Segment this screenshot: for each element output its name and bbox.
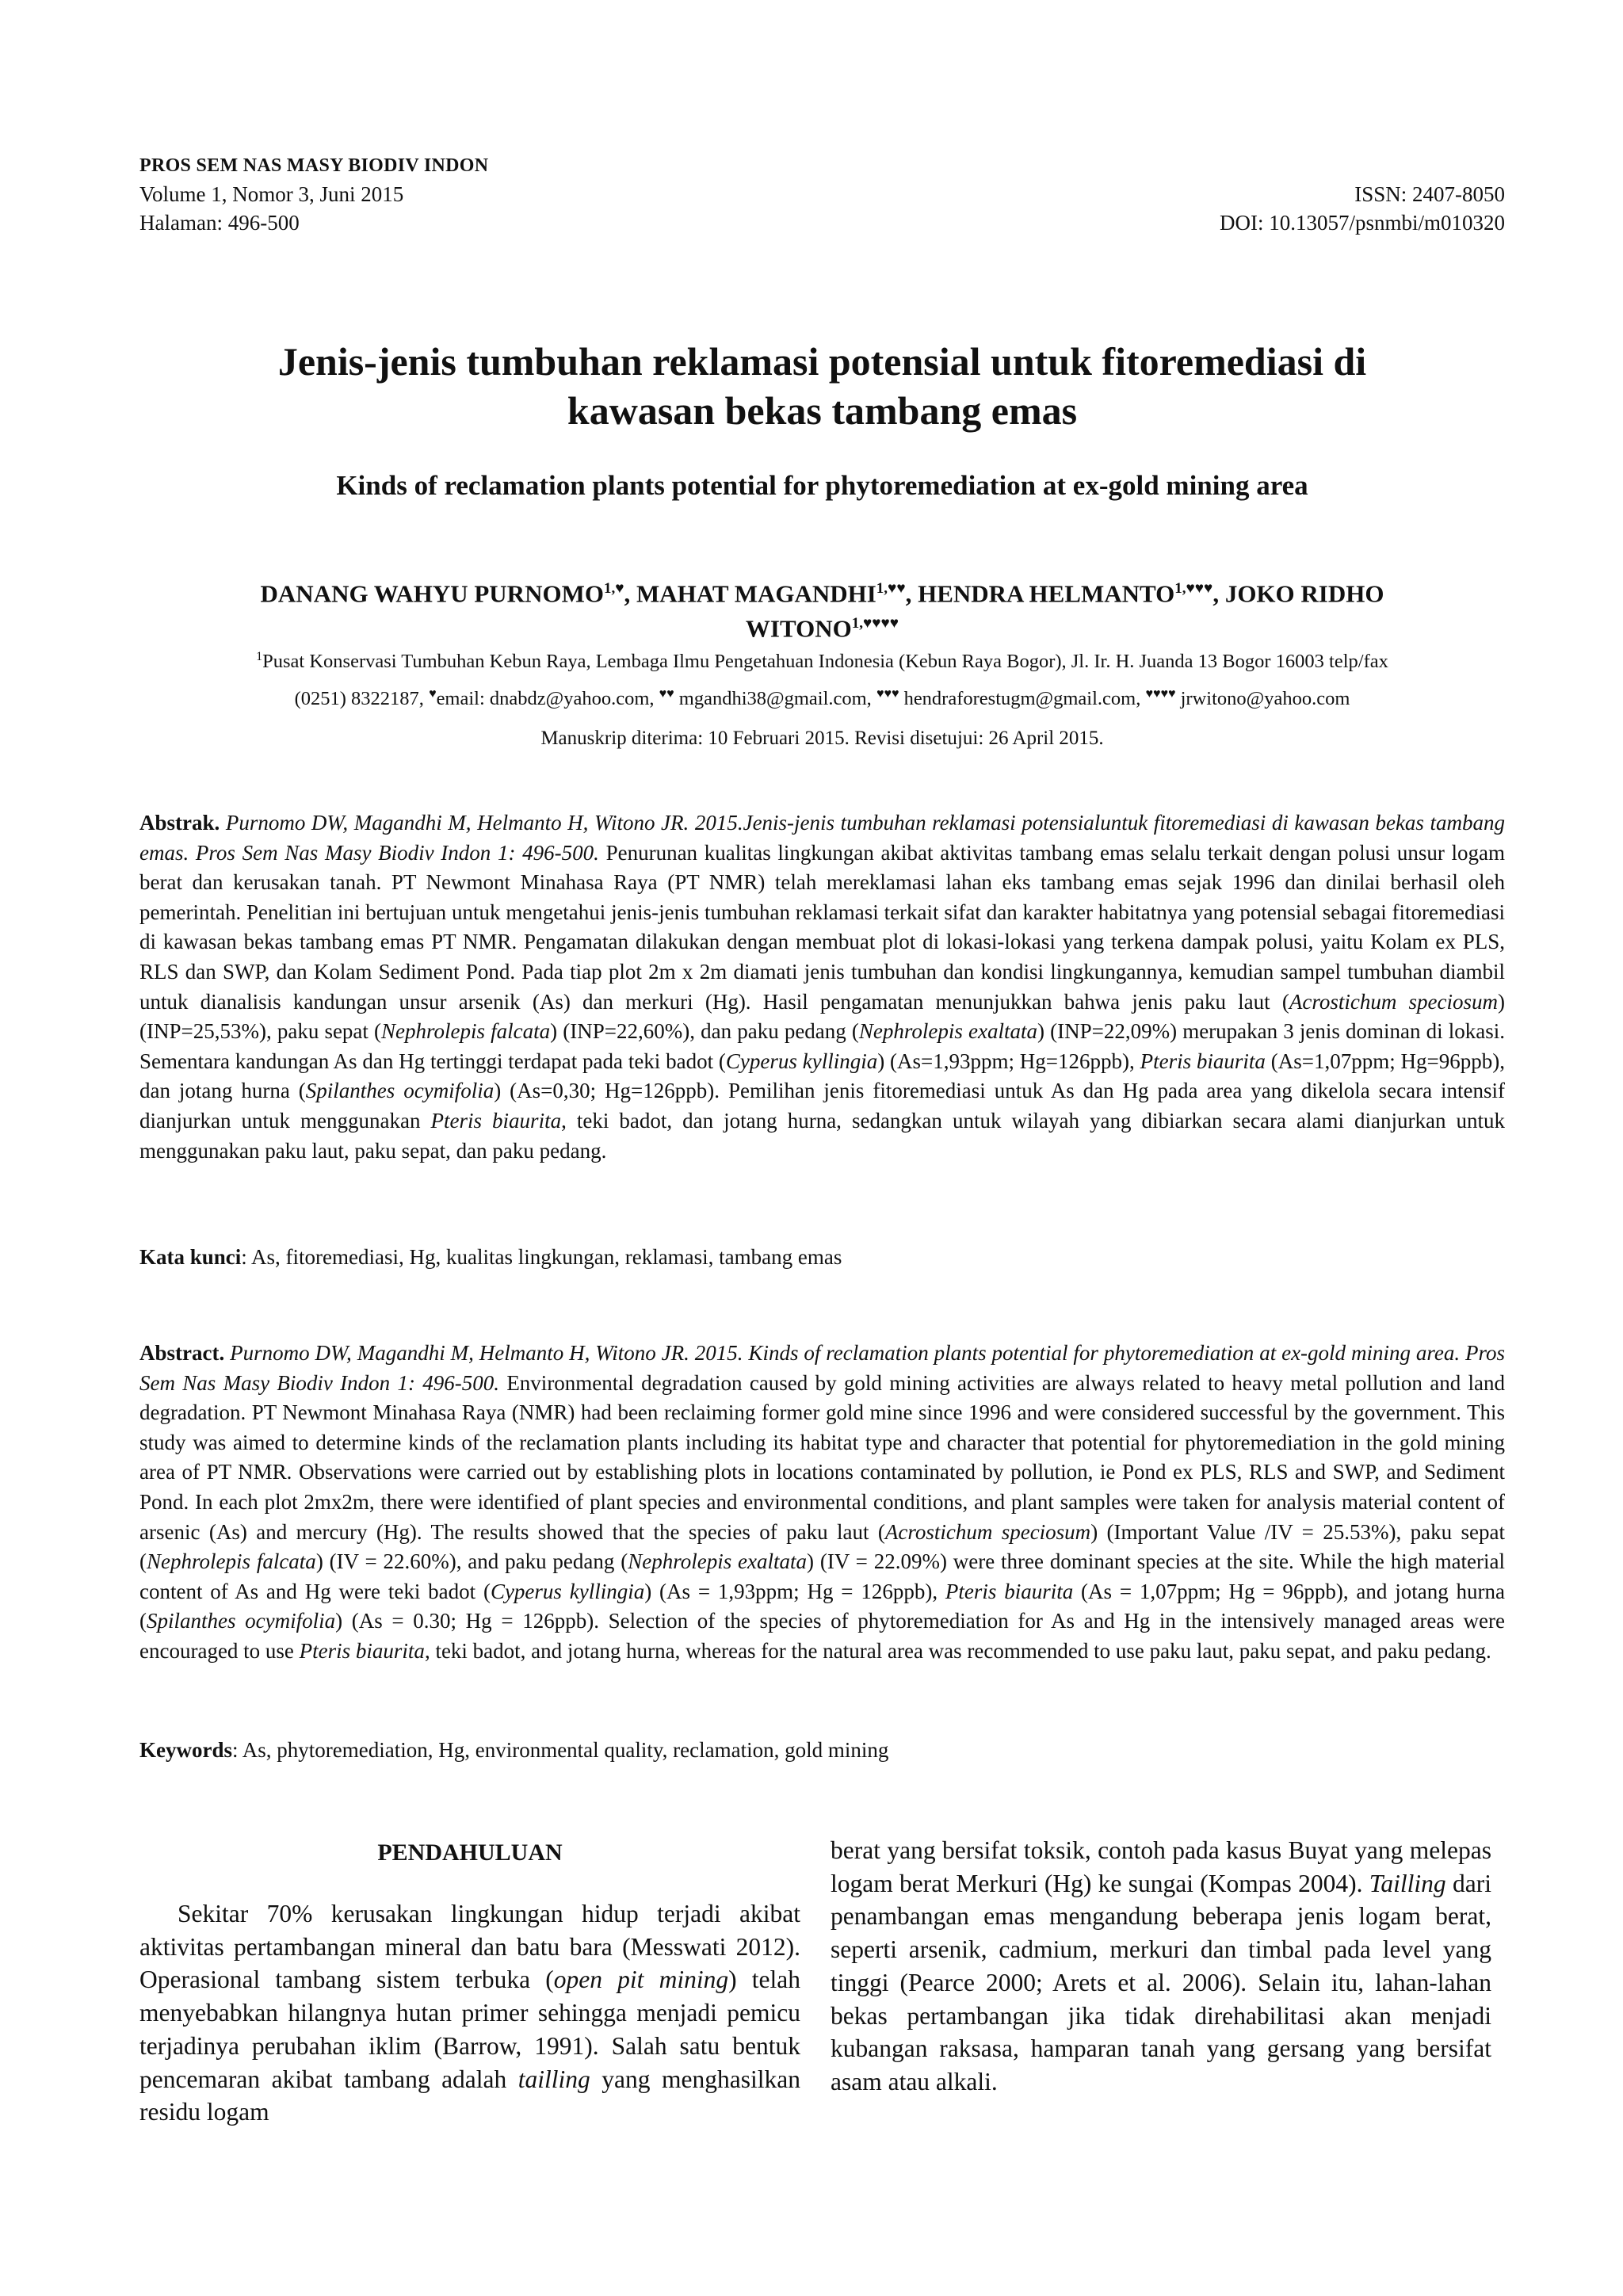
abstract-species: Cyperus kyllingia [490,1579,645,1603]
abstrak-species: Pteris biaurita [430,1108,562,1133]
abstract-text: , teki badot, and jotang hurna, whereas for the natural area was recommended to use paku laut, paku sepat, and paku pedang. [424,1638,1491,1663]
author-4-first: JOKO RIDHO [1224,579,1384,608]
abstrak-text: ) (INP=22,60%), dan paku pedang ( [550,1019,859,1044]
author-3-sup: 1,♥♥♥ [1174,580,1213,597]
kata-kunci-label: Kata kunci [139,1245,242,1269]
email-4[interactable]: jrwitono@yahoo.com [1180,688,1350,710]
affiliation-phone: (0251) 8322187, [294,688,424,710]
body-text: ) telah menyebabkan hilangnya hutan primer sehingga menjadi pemicu terjadinya perubahan iklim (Barrow, 1991). Salah satu bentuk pencemaran akibat tambang adalah [139,1966,800,2093]
section-heading: PENDAHULUAN [377,1839,563,1866]
abstract-text: ) (As = 0.30; Hg = 126ppb). Selection of the species of phytoremediation for As and Hg in the intensively managed areas were encouraged to use [139,1609,1505,1663]
abstrak-species: Nephrolepis falcata [381,1019,551,1044]
abstrak-species: Spilanthes ocymifolia [305,1079,495,1103]
email-marker-3: ♥♥♥ [876,687,899,701]
author-4-sup: 1,♥♥♥♥ [851,615,899,632]
abstrak-text: ) (INP=25,53%), paku sepat ( [139,989,1505,1044]
abstract-species: Pteris biaurita [299,1638,425,1663]
abstrak-text: Penurunan kualitas lingkungan akibat aktivitas tambang emas selalu terkait dengan polusi unsur logam berat dan kerusakan tanah. PT Newmont Minahasa Raya (PT NMR) telah mereklamasi lahan eks tambang emas sejak 1996 dan dinilai berhasil oleh pemerintah. Penelitian ini bertujuan untuk mengetahui jenis-jenis tumbuhan reklamasi terkait sifat dan karakter habitatnya yang potensial sebagai fitoremediasi di kawasan bekas tambang emas PT NMR. Pengamatan dilakukan dengan membuat plot di lokasi-lokasi yang terkena dampak polusi, yaitu Kolam ex PLS, RLS dan SWP, dan Kolam Sediment Pond. Pada tiap plot 2m x 2m diamati jenis tumbuhan dan kondisi lingkungannya, kemudian sampel tumbuhan diambil untuk dianalisis kandungan unsur arsenik (As) dan merkuri (Hg). Hasil pengamatan menunjukkan bahwa jenis paku laut ( [139,840,1505,1014]
abstrak-text: ) (INP=22,09%) merupakan 3 jenis dominan di lokasi. Sementara kandungan As dan Hg tertinggi terdapat pada teki badot ( [139,1019,1505,1073]
body-text: Sekitar 70% kerusakan lingkungan hidup terjadi akibat aktivitas pertambangan mineral dan batu bara (Messwati 2012). Operasional tambang sistem terbuka ( [139,1900,800,1994]
journal-name: PROS SEM NAS MASY BIODIV INDON [139,155,489,176]
abstrak-paragraph [139,808,1505,1166]
body-italic: open pit mining [553,1966,729,1994]
abstract-species: Spilanthes ocymifolia [147,1609,336,1633]
affiliation [139,640,1505,715]
doi: DOI: 10.13057/psnmbi/m010320 [1219,211,1505,235]
email-2[interactable]: mgandhi38@gmail.com, [678,688,872,710]
abstract-species: Nephrolepis falcata [147,1549,316,1574]
abstract-text: ) (As = 1,93ppm; Hg = 126ppb), [644,1579,945,1603]
author-4-last: WITONO [745,614,852,643]
abstract-text: ) (IV = 22.09%) were three dominant species at the site. While the high material content of As and Hg were teki badot ( [139,1549,1506,1603]
body-italic: Tailling [1369,1869,1446,1897]
article-title [139,337,1505,435]
keywords-text: : As, phytoremediation, Hg, environmental quality, reclamation, gold mining [232,1738,889,1762]
abstract-text: (As = 1,07ppm; Hg = 96ppb), and jotang hurna ( [139,1579,1505,1633]
abstract-citation: Purnomo DW, Magandhi M, Helmanto H, Witono JR. 2015. Kinds of reclamation plants potential for phytoremediation at ex-gold mining area. Pros Sem Nas Masy Biodiv Indon 1: 496-500. [139,1341,1505,1395]
author-list: DANANG WAHYU $PURNOMO^{1,♥}$, MAHAT $MAGANDHI^{1,♥♥}$, HENDRA $HELMANTO^{1,♥♥♥}$, JOKO RIDHO $WITONO^{1,♥♥♥♥}$ [260,579,1384,643]
author-2-sup: 1,♥♥ [876,580,906,597]
author-1-sup: 1,♥ [603,580,624,597]
english-title: Kinds of reclamation plants potential for phytoremediation at ex-gold mining area [336,470,1308,501]
abstrak-species: Pteris biaurita [1140,1049,1266,1073]
title-line-2: kawasan bekas tambang emas [567,388,1078,433]
body-text: berat yang bersifat toksik, contoh pada kasus Buyat yang melepas logam berat Merkuri (Hg) ke sungai (Kompas 2004). [831,1836,1491,1897]
body-text: dari penambangan emas mengandung beberapa jenis logam berat, seperti arsenik, cadmium, merkuri dan timbal pada level yang tinggi (Pearce 2000; Arets et al. 2006). Selain itu, lahan-lahan bekas pertambangan jika tidak direhabilitasi akan menjadi kubangan raksasa, hamparan tanah yang gersang yang bersifat asam atau alkali. [831,1869,1491,2095]
abstrak-text: ) (As=0,30; Hg=126ppb). Pemilihan jenis fitoremediasi untuk As dan Hg pada area yang dikelola secara intensif dianjurkan untuk menggunakan [139,1079,1506,1133]
body-italic: tailling [517,2065,590,2093]
keywords-label: Keywords [139,1738,232,1762]
body-column-left [139,1897,800,2129]
abstrak-species: Acrostichum speciosum [1289,989,1498,1014]
title-line-1: Jenis-jenis tumbuhan reklamasi potensial untuk fitoremediasi di [277,339,1367,384]
author-3: HENDRA HELMANTO [918,579,1175,608]
abstract-text: ) (Important Value /IV = 25.53%), paku sepat ( [139,1519,1505,1574]
abstract-paragraph [139,1339,1505,1667]
abstract-text: Environmental degradation caused by gold mining activities are always related to heavy metal pollution and land degradation. PT Newmont Minahasa Raya (NMR) had been reclaiming former gold mine since 1996 and were considered successful by the government. This study was aimed to determine kinds of the reclamation plants including its habitat type and character that potential for phytoremediation in the gold mining area of PT NMR. Observations were carried out by establishing plots in locations contaminated by pollution, ie Pond ex PLS, RLS and SWP, and Sediment Pond. In each plot 2mx2m, there were identified of plant species and environmental conditions, and plant samples were taken for analysis material content of arsenic (As) and mercury (Hg). The results showed that the species of paku laut ( [139,1370,1505,1544]
abstrak-citation: Purnomo DW, Magandhi M, Helmanto H, Witono JR. 2015.Jenis-jenis tumbuhan reklamasi potensialuntuk fitoremediasi di kawasan bekas tambang emas. Pros Sem Nas Masy Biodiv Indon 1: 496-500. [139,811,1505,865]
kata-kunci [139,1245,842,1270]
email-marker-4: ♥♥♥♥ [1145,687,1176,701]
abstract-label: Abstract. [139,1341,225,1365]
abstrak-label: Abstrak. [139,811,220,835]
page-range: Halaman: 496-500 [139,211,300,235]
affiliation-sup: 1 [256,650,263,663]
abstrak-text: , teki badot, dan jotang hurna, sedangkan untuk wilayah yang dibiarkan secara alami dianjurkan untuk menggunakan paku laut, paku sepat, dan paku pedang. [139,1108,1505,1163]
email-1[interactable]: email: dnabdz@yahoo.com, [436,688,655,710]
body-column-right [831,1834,1491,2099]
affiliation-address: Pusat Konservasi Tumbuhan Kebun Raya, Lembaga Ilmu Pengetahuan Indonesia (Kebun Raya Bogor), Jl. Ir. H. Juanda 13 Bogor 16003 telp/fax [262,651,1388,673]
abstrak-species: Cyperus kyllingia [725,1049,878,1073]
keywords [139,1738,888,1763]
abstract-species: Acrostichum speciosum [884,1519,1091,1544]
email-marker-2: ♥♥ [659,687,674,701]
issn: ISSN: 2407-8050 [1354,182,1505,206]
manuscript-dates: Manuskrip diterima: 10 Februari 2015. Revisi disetujui: 26 April 2015. [540,728,1104,749]
body-text: yang menghasilkan residu logam [139,2065,800,2126]
abstrak-text: (As=1,07ppm; Hg=96ppb), dan jotang hurna ( [139,1049,1505,1103]
kata-kunci-text: : As, fitoremediasi, Hg, kualitas lingkungan, reklamasi, tambang emas [241,1245,842,1269]
abstract-species: Pteris biaurita [945,1579,1074,1603]
volume-info: Volume 1, Nomor 3, Juni 2015 [139,182,404,206]
email-marker-1: ♥ [429,687,437,701]
abstrak-species: Nephrolepis exaltata [858,1019,1037,1044]
author-1: DANANG WAHYU PURNOMO [260,579,604,608]
abstract-text: ) (IV = 22.60%), and paku pedang ( [315,1549,628,1574]
email-3[interactable]: hendraforestugm@gmail.com, [903,688,1141,710]
abstrak-text: ) (As=1,93ppm; Hg=126ppb), [877,1049,1140,1073]
author-2: MAHAT MAGANDHI [636,579,876,608]
abstract-species: Nephrolepis exaltata [628,1549,808,1574]
